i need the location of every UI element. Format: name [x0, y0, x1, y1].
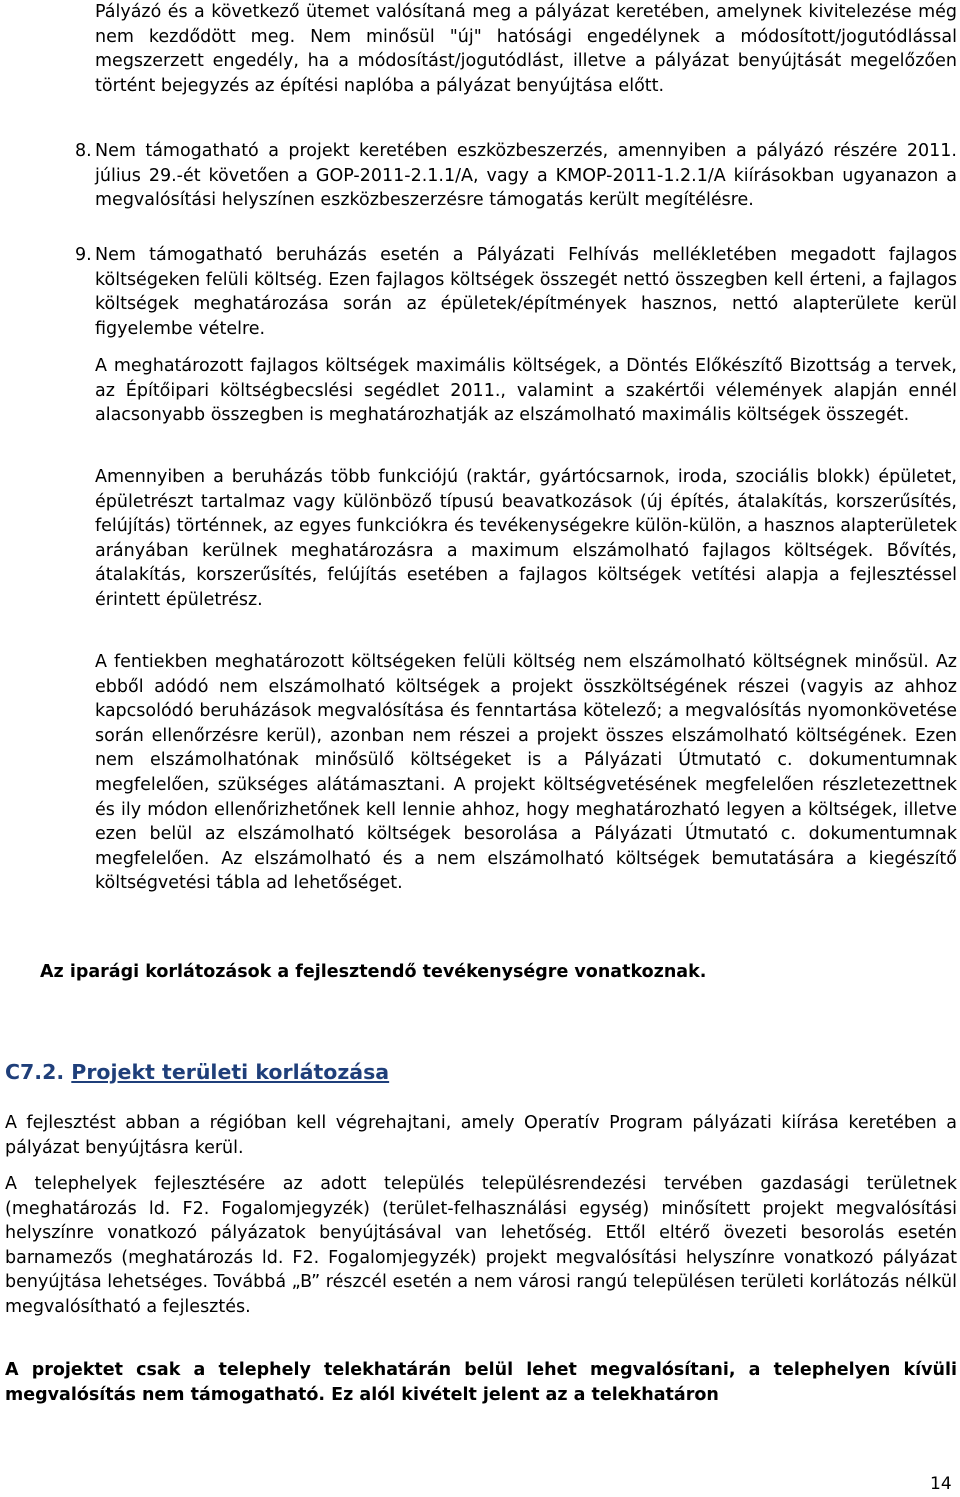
list-item-8-number: 8.: [75, 141, 92, 161]
section-heading: [5, 1059, 389, 1085]
paragraph-region: A fejlesztést abban a régióban kell végrehajtani, amely Operatív Program pályázati kiírása keretében a pályázat benyújtásra kerül.: [5, 1113, 957, 1158]
paragraph-maximum-costs: A meghatározott fajlagos költségek maximális költségek, a Döntés Előkészítő Bizottság a tervek, az Építőipari költségbecslési segédlet 2011., valamint a szakértői vélemények alapján ennél alacsonyabb összegben is meghatározhatják az elszámolható maximális költségek összegét.: [95, 356, 957, 426]
list-item-8-text: Nem támogatható a projekt keretében eszközbeszerzés, amennyiben a pályázó részére 2011. július 29.-ét követően a GOP-2011-2.1.1/A, vagy a KMOP-2011-1.2.1/A kiírásokban ugyanazon a megvalósítási helyszínen eszközbeszerzésre támogatás került megítélésre.: [95, 141, 957, 211]
section-heading-number: C7.2.: [5, 1060, 65, 1084]
paragraph-new-permit: Pályázó és a következő ütemet valósítaná meg a pályázat keretében, amelynek kivitelezése még nem kezdődött meg. Nem minősül "új" hatósági engedélynek a módosított/jogutódlással megszerzett engedély, ha a módosítást/jogutódlást, illetve a pályázat benyújtását megelőzően történt bejegyzés az építési naplóba a pályázat benyújtása előtt.: [95, 2, 957, 96]
list-item-9-text: Nem támogatható beruházás esetén a Pályázati Felhívás mellékletében megadott fajlagos költségeken felüli költség. Ezen fajlagos költségek összegét nettó összegben kell érteni, a fajlagos költségek meghatározása során az épületek/építmények hasznos, nettó alapterülete kerül figyelembe vételre.: [95, 245, 957, 339]
paragraph-multi-function: Amennyiben a beruházás több funkciójú (raktár, gyártócsarnok, iroda, szociális blokk) épületet, épületrészt tartalmaz vagy különböző típusú beavatkozások (új építés, átalakítás, korszerűsítés, felújítás) történnek, az egyes funkciókra és tevékenységekre külön-külön, a hasznos alapterületek arányában kerülnek meghatározásra a maximum elszámolható fajlagos költségek. Bővítés, átalakítás, korszerűsítés, felújítás esetében a fajlagos költségek vetítési alapja a fejlesztéssel érintett épületrész.: [95, 467, 957, 610]
paragraph-sites: A telephelyek fejlesztésére az adott település településrendezési tervében gazdasági területnek (meghatározás ld. F2. Fogalomjegyzék) (terület-felhasználási egység) minősített projekt megvalósítási helyszínre vonatkozó pályázatok benyújtásával van lehetőség. Ettől eltérő övezeti besorolás esetén barnamezős (meghatározás ld. F2. Fogalomjegyzék) projekt megvalósítási helyszínre vonatkozó pályázat benyújtása lehetséges. Továbbá „B” részcél esetén a nem városi rangú településen területi korlátozás nélkül megvalósítható a fejlesztés.: [5, 1174, 957, 1317]
page-number: 14: [930, 1474, 952, 1494]
bold-boundary-note: A projektet csak a telephely telekhatárán belül lehet megvalósítani, a telephelyen kívüli megvalósítás nem támogatható. Ez alól kivételt jelent az a telekhatáron: [5, 1360, 957, 1405]
list-item-9-number: 9.: [75, 245, 92, 265]
paragraph-non-eligible-costs: A fentiekben meghatározott költségeken felüli költség nem elszámolható költségnek minősül. Az ebből adódó nem elszámolható költségek a projekt összköltségének részei (vagyis az ahhoz kapcsolódó beruházások megvalósítása és fenntartása kötelező; a megvalósítás nyomonkövetése során ellenőrzésre kerül), azonban nem részei a projekt összes elszámolható költségének. Ezen nem elszámolhatónak minősülő költségeket is a Pályázati Útmutató c. dokumentumnak megfelelően, szükséges alátámasztani. A projekt költségvetésének megfelelően részletezettnek és ily módon ellenőrizhetőnek kell lennie ahhoz, hogy meghatározható legyen a költségek, illetve ezen belül az elszámolható költségek besorolása a Pályázati Útmutató c. dokumentumnak megfelelően. Az elszámolható és a nem elszámolható költségek bemutatására a kiegészítő költségvetési tábla ad lehetőséget.: [95, 652, 957, 894]
bold-industry-note: Az iparági korlátozások a fejlesztendő tevékenységre vonatkoznak.: [40, 962, 707, 982]
section-heading-title: Projekt területi korlátozása: [71, 1060, 390, 1084]
list-item-8: [75, 139, 957, 213]
list-item-9: [75, 243, 957, 341]
